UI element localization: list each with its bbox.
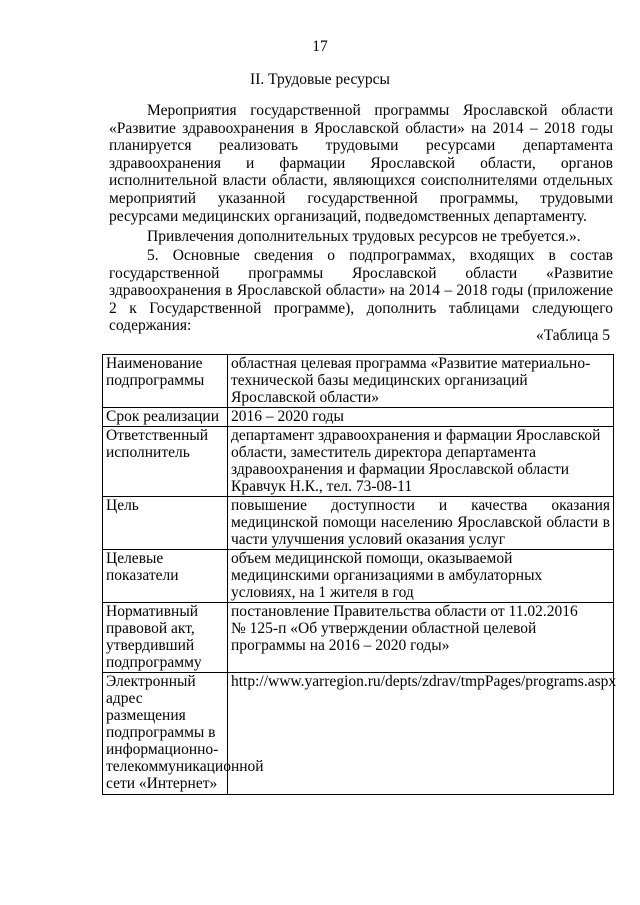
row-value: областная целевая программа «Развитие материально-технической базы медицинских организаций Ярославской области»: [228, 355, 614, 408]
paragraph-no-additional-resources: Привлечения дополнительных трудовых ресурсов не требуется.».: [147, 228, 581, 245]
section-title: II. Трудовые ресурсы: [250, 71, 390, 88]
row-label: Электронный адрес размещения подпрограммы в информационно-телекоммуникационной сети «Интернет»: [103, 673, 228, 795]
row-label: Нормативный правовой акт, утвердивший подпрограмму: [103, 603, 228, 673]
row-value-line: № 125-п «Об утверждении областной целевой программы на 2016 – 2020 годы»: [231, 620, 537, 654]
table-row: [103, 408, 614, 427]
table-row: [103, 603, 614, 673]
table-row: [103, 550, 614, 603]
row-value: департамент здравоохранения и фармации Ярославской области, заместитель директора департамента здравоохранения и фармации Ярославской области Кравчук Н.К., тел. 73-08-11: [228, 427, 614, 497]
row-value: повышение доступности и качества оказания медицинской помощи населению Ярославской области в части улучшения условий оказания услуг: [228, 497, 614, 550]
row-label: Срок реализации: [103, 408, 228, 427]
table-caption: «Таблица 5: [535, 327, 610, 344]
row-value-link: http://www.yarregion.ru/depts/zdrav/tmpPages/programs.aspx: [228, 673, 614, 795]
page-number: 17: [312, 38, 328, 55]
table-row: [103, 673, 614, 795]
row-value-line: постановление Правительства области от 11.02.2016: [231, 603, 578, 620]
table-row: [103, 427, 614, 497]
row-value: [228, 603, 614, 673]
table-row: [103, 497, 614, 550]
row-value: 2016 – 2020 годы: [228, 408, 614, 427]
table-row: [103, 355, 614, 408]
row-label: Цель: [103, 497, 228, 550]
paragraph-subprogram-info: 5. Основные сведения о подпрограммах, входящих в состав государственной программы Ярославской области «Развитие здравоохранения в Ярославской области» на 2014 – 2018 годы (приложение 2 к Государственной программе), дополнить таблицами следующего содержания:: [109, 247, 613, 335]
row-label: Ответственный исполнитель: [103, 427, 228, 497]
row-label: Наименование подпрограммы: [103, 355, 228, 408]
row-label: Целевые показатели: [103, 550, 228, 603]
paragraph-labor-resources: Мероприятия государственной программы Ярославской области «Развитие здравоохранения в Ярославской области» на 2014 – 2018 годы планируется реализовать трудовыми ресурсами департамента здравоохранения и фармации Ярославской области, органов исполнительной власти области, являющихся соисполнителями отдельных мероприятий указанной государственной программы, трудовыми ресурсами медицинских организаций, подведомственных департаменту.: [109, 102, 613, 225]
row-value: объем медицинской помощи, оказываемой медицинскими организациями в амбулаторных условиях, на 1 жителя в год: [228, 550, 614, 603]
subprogram-table: [102, 354, 617, 795]
